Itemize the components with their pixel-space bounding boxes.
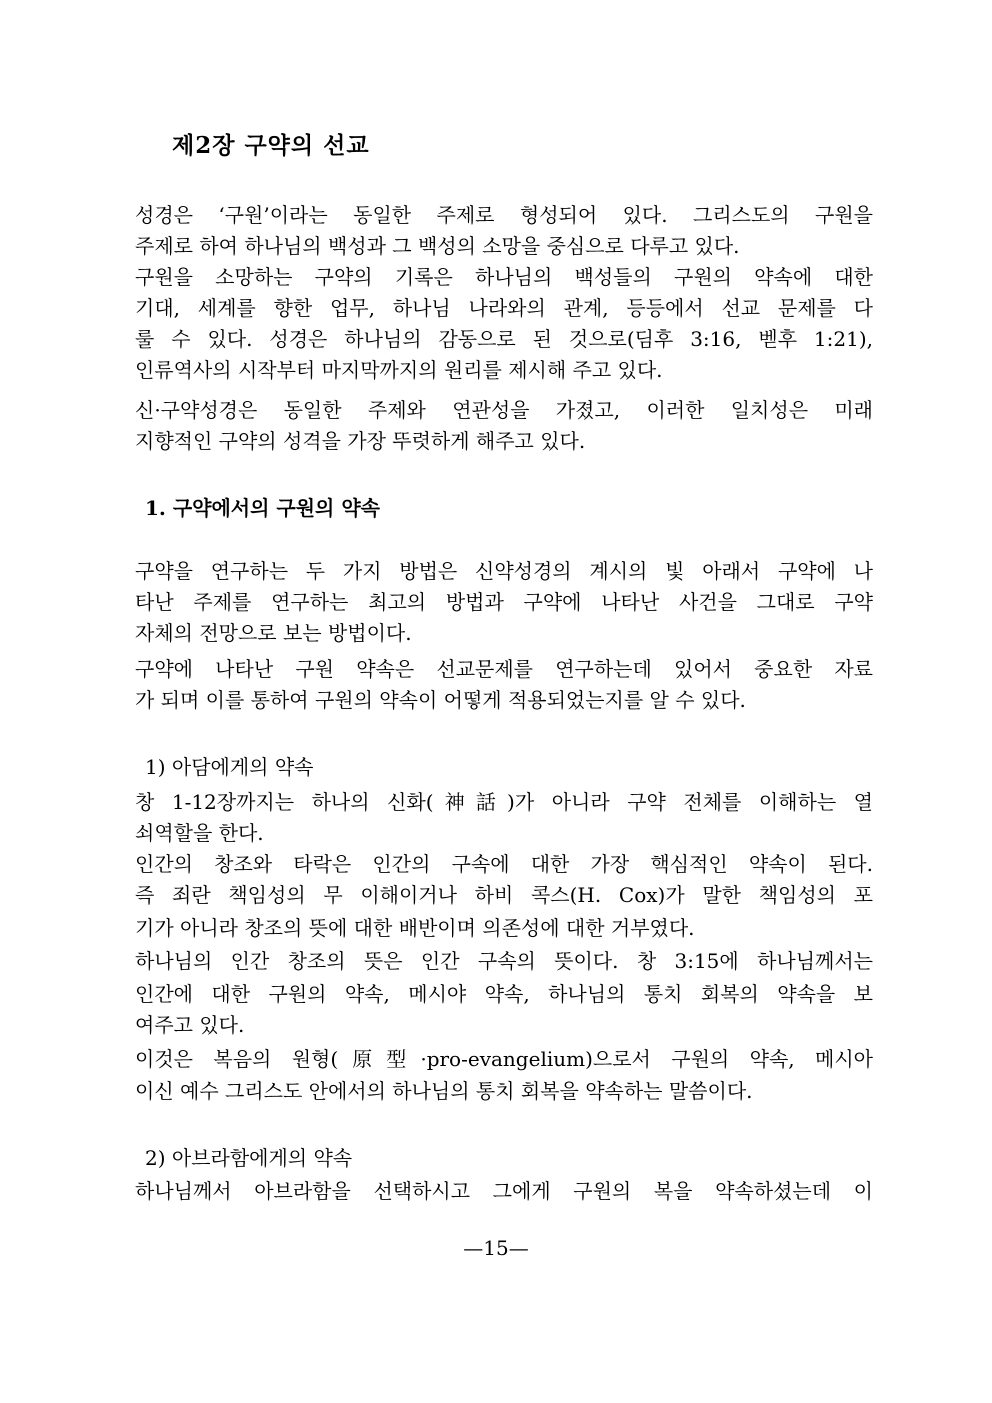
text-line: 하나님께서 아브라함을 선택하시고 그에게 구원의 복을 약속하셨는데 이 [135, 1179, 873, 1203]
text-line: 지향적인 구약의 성격을 가장 뚜렷하게 해주고 있다. [135, 429, 586, 453]
text-line: 구약에 나타난 구원 약속은 선교문제를 연구하는데 있어서 중요한 자료 [135, 657, 873, 681]
text-line: 구약을 연구하는 두 가지 방법은 신약성경의 계시의 빛 아래서 구약에 나 [135, 559, 873, 583]
text-line: 기가 아니라 창조의 뜻에 대한 배반이며 의존성에 대한 거부였다. [135, 916, 695, 940]
text-line: 신·구약성경은 동일한 주제와 연관성을 가졌고, 이러한 일치성은 미래 [135, 398, 873, 422]
text-line: 인간에 대한 구원의 약속, 메시야 약속, 하나님의 통치 회복의 약속을 보 [135, 982, 873, 1006]
page-number: —15— [463, 1236, 529, 1260]
section-heading: 1. 구약에서의 구원의 약속 [145, 496, 380, 520]
text-line: 성경은 ‘구원’이라는 동일한 주제로 형성되어 있다. 그리스도의 구원을 [135, 203, 873, 227]
text-line: 쇠역할을 한다. [135, 821, 264, 845]
text-line: 룰 수 있다. 성경은 하나님의 감동으로 된 것으로(딤후 3:16, 벧후 1:21), [135, 327, 873, 351]
text-line: 이것은 복음의 원형(原型·pro-evangelium)으로서 구원의 약속, 메시아 [135, 1047, 873, 1071]
text-line: 가 되며 이를 통하여 구원의 약속이 어떻게 적용되었는지를 알 수 있다. [135, 688, 746, 712]
text-line: 하나님의 인간 창조의 뜻은 인간 구속의 뜻이다. 창 3:15에 하나님께서는 [135, 949, 873, 973]
text-line: 창 1-12장까지는 하나의 신화(神話)가 아니라 구약 전체를 이해하는 열 [135, 790, 873, 814]
text-line: 여주고 있다. [135, 1013, 245, 1037]
text-line: 이신 예수 그리스도 안에서의 하나님의 통치 회복을 약속하는 말씀이다. [135, 1079, 753, 1103]
text-line: 타난 주제를 연구하는 최고의 방법과 구약에 나타난 사건을 그대로 구약 [135, 590, 873, 614]
text-line: 즉 죄란 책임성의 무 이해이거나 하비 콕스(H. Cox)가 말한 책임성의 포 [135, 883, 873, 907]
text-line: 구원을 소망하는 구약의 기록은 하나님의 백성들의 구원의 약속에 대한 [135, 265, 873, 289]
text-line: 주제로 하여 하나님의 백성과 그 백성의 소망을 중심으로 다루고 있다. [135, 234, 740, 258]
text-line: 자체의 전망으로 보는 방법이다. [135, 621, 412, 645]
chapter-title: 제2장 구약의 선교 [172, 132, 370, 159]
subsection-heading: 1) 아담에게의 약속 [145, 755, 314, 779]
text-line: 인류역사의 시작부터 마지막까지의 원리를 제시해 주고 있다. [135, 358, 663, 382]
text-line: 기대, 세계를 향한 업무, 하나님 나라와의 관계, 등등에서 선교 문제를 다 [135, 296, 873, 320]
text-line: 인간의 창조와 타락은 인간의 구속에 대한 가장 핵심적인 약속이 된다. [135, 852, 873, 876]
subsection-heading: 2) 아브라함에게의 약속 [145, 1146, 353, 1170]
